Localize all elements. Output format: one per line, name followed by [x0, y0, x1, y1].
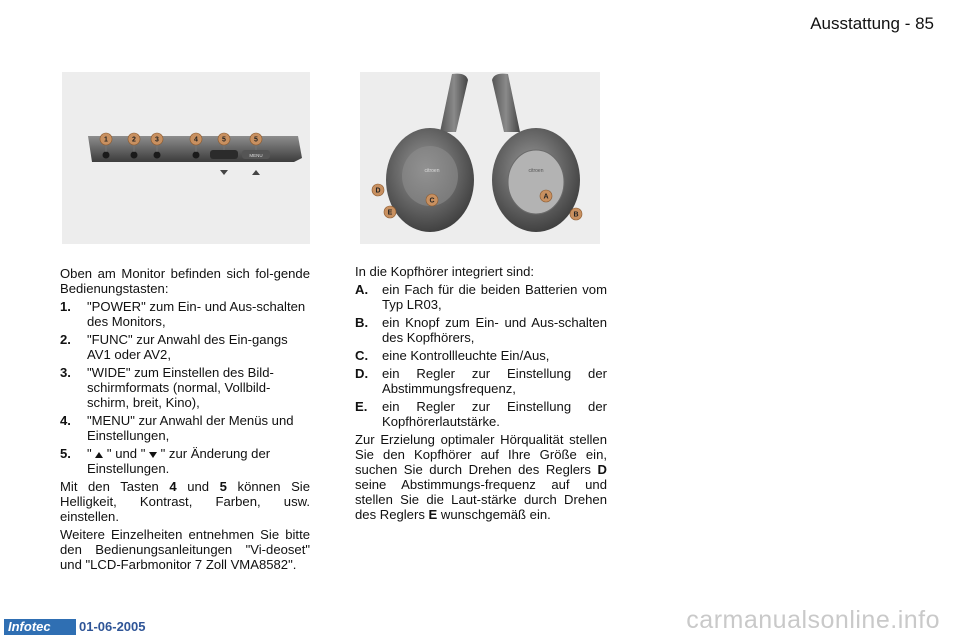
text-fragment: " und ": [103, 446, 149, 461]
headphones-description: [355, 264, 607, 525]
right-earcup-brand: citroen: [528, 168, 544, 174]
list-key: B.: [355, 315, 369, 330]
headphones-intro: In die Kopfhörer integriert sind:: [355, 264, 535, 279]
arrow-down-icon: [149, 452, 157, 458]
headphone-callout-d: D: [375, 187, 381, 195]
list-key: E.: [355, 399, 368, 414]
monitor-adjust-paragraph: [60, 479, 310, 524]
monitor-reference-paragraph: Weitere Einzelheiten entnehmen Sie bitte den Bedienungsanleitungen "Vi-deoset" und "LCD-Farbmonitor 7 Zoll VMA8582".: [60, 527, 310, 572]
monitor-callout-3: 3: [155, 136, 159, 144]
text-fragment: und: [176, 479, 220, 494]
text-fragment: seine Abstimmungs-frequenz auf und stellen Sie die Laut-stärke durch Drehen des Reglers: [355, 477, 607, 522]
list-item: [355, 348, 607, 363]
text-fragment: ": [87, 446, 96, 461]
list-text: eine Kontrollleuchte Ein/Aus,: [382, 348, 550, 363]
list-item: [60, 413, 310, 443]
footer-date: 01-06-2005: [79, 619, 146, 634]
list-key: C.: [355, 348, 369, 363]
monitor-callout-2: 2: [132, 136, 136, 144]
list-item: [355, 282, 607, 312]
list-item: [355, 366, 607, 396]
list-text: "POWER" zum Ein- und Aus-schalten des Monitors,: [87, 299, 306, 329]
list-text: "MENU" zur Anwahl der Menüs und Einstellungen,: [87, 413, 294, 443]
monitor-intro: Oben am Monitor befinden sich fol-gende Bedienungstasten:: [60, 266, 310, 296]
text-fragment: Zur Erzielung optimaler Hörqualität stellen Sie den Kopfhörer auf Ihre Größe ein, suchen Sie durch Drehen des Reglers: [355, 432, 607, 477]
text-fragment: Mit den Tasten: [60, 479, 170, 494]
left-headband: [440, 74, 468, 132]
text-fragment-bold: 5: [219, 479, 227, 494]
text-fragment-bold: 4: [169, 479, 177, 494]
arrow-down-icon: [220, 170, 228, 175]
list-text: ein Fach für die beiden Batterien vom Typ LR03,: [382, 282, 607, 312]
list-key: D.: [355, 366, 369, 381]
monitor-callout-1: 1: [104, 136, 108, 144]
monitor-buttons-figure: [62, 72, 310, 244]
headphone-callout-a: A: [543, 193, 549, 201]
headphones-illustration: [360, 72, 600, 244]
list-key: 5.: [60, 446, 71, 461]
text-fragment-bold: E: [428, 507, 438, 522]
arrow-up-icon: [252, 170, 260, 175]
menu-button-text: MENU: [249, 153, 263, 158]
headphone-callout-b: B: [573, 211, 579, 219]
text-fragment-bold: D: [597, 462, 607, 477]
text-fragment: wunschgemäß ein.: [437, 507, 551, 522]
monitor-buttons-description: [60, 266, 310, 575]
page-header: Ausstattung - 85: [810, 14, 934, 33]
monitor-callout-5a: 5: [222, 136, 226, 144]
text-fragment: können Sie Helligkeit, Kontrast, Farben, usw. einstellen.: [60, 479, 310, 524]
monitor-callout-4: 4: [194, 136, 198, 144]
list-item: [60, 365, 310, 410]
text-fragment: " zur Änderung der Einstellungen.: [87, 446, 271, 476]
watermark: carmanualsonline.info: [686, 606, 940, 634]
list-text: ein Regler zur Einstellung der Kopfhörerlautstärke.: [382, 399, 607, 429]
list-key: 2.: [60, 332, 71, 347]
list-item: [60, 332, 310, 362]
headphone-callout-c: C: [429, 197, 435, 205]
headphone-callout-e: E: [387, 209, 393, 217]
left-earcup-brand: citroen: [424, 168, 440, 174]
headphones-adjust-paragraph: [355, 432, 607, 522]
list-item: [60, 446, 310, 476]
list-key: 3.: [60, 365, 71, 380]
list-text: "WIDE" zum Einstellen des Bild-schirmformats (normal, Vollbild-schirm, breit, Kino),: [87, 365, 274, 410]
infotec-logo: Infotec: [4, 619, 76, 635]
right-headband: [492, 74, 520, 132]
list-text: ein Knopf zum Ein- und Aus-schalten des Kopfhörers,: [382, 315, 607, 345]
list-key: A.: [355, 282, 369, 297]
list-key: 4.: [60, 413, 71, 428]
list-text: ein Regler zur Einstellung der Abstimmungsfrequenz,: [382, 366, 607, 396]
list-text: [87, 446, 310, 476]
list-text: "FUNC" zur Anwahl des Ein-gangs AV1 oder AV2,: [87, 332, 288, 362]
list-item: [60, 299, 310, 329]
monitor-callout-5b: 5: [254, 136, 258, 144]
headphones-figure: [360, 72, 600, 244]
monitor-illustration: [62, 72, 310, 244]
list-key: 1.: [60, 299, 71, 314]
list-item: [355, 315, 607, 345]
list-item: [355, 399, 607, 429]
